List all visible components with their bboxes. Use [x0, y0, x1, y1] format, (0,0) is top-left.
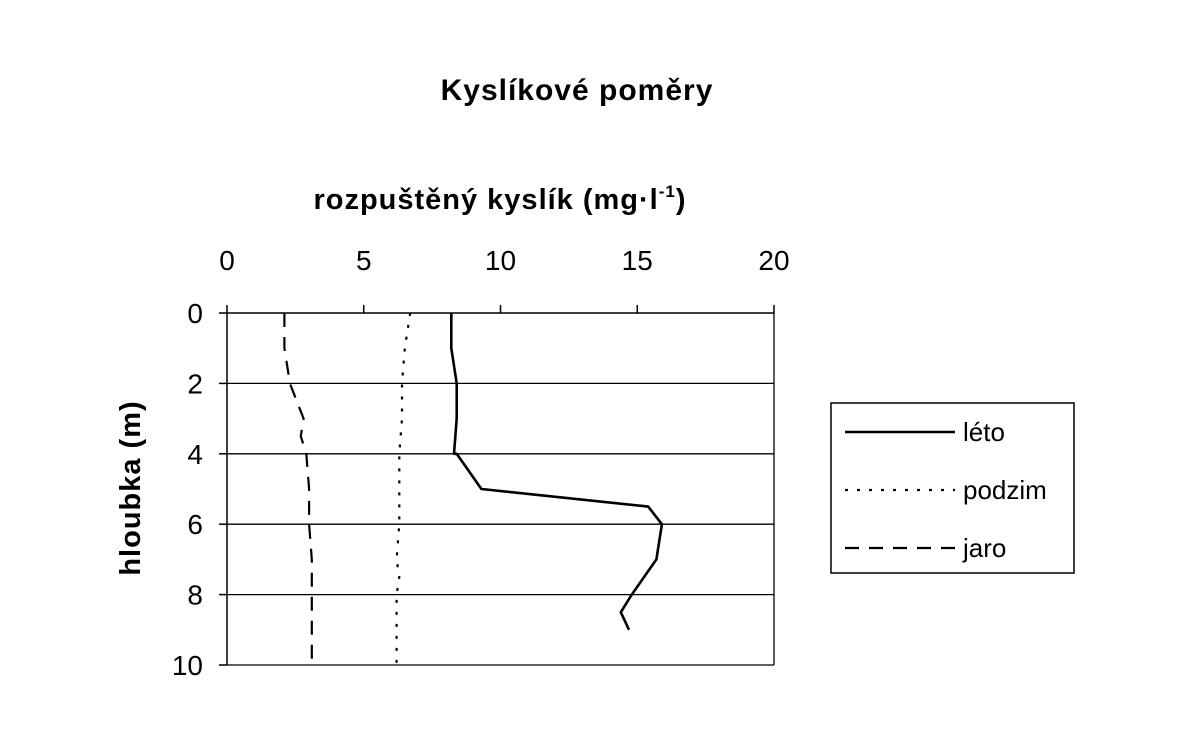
- y-tick-label-0: 0: [187, 298, 203, 329]
- y-tick-label-6: 6: [187, 509, 203, 541]
- y-axis-title: hloubka (m): [115, 400, 147, 576]
- series-line-jaro: [284, 313, 311, 665]
- x-tick-label-0: 0: [219, 245, 235, 276]
- x-tick-label-10: 10: [484, 245, 517, 276]
- y-tick-label-2: 2: [187, 368, 203, 400]
- legend: [831, 403, 1074, 573]
- x-tick-label-15: 15: [621, 245, 653, 276]
- x-axis-title-close: ): [675, 184, 687, 216]
- x-tick-label-20: 20: [758, 245, 790, 276]
- legend-label-léto: léto: [963, 417, 1005, 447]
- legend-label-podzim: podzim: [963, 475, 1047, 505]
- series-lines: [284, 313, 662, 665]
- x-axis: [219, 245, 789, 313]
- series-line-podzim: [397, 313, 411, 665]
- x-tick-label-5: 5: [355, 245, 372, 276]
- chart-title: Kyslíkové poměry: [440, 74, 714, 107]
- y-tick-label-4: 4: [187, 438, 203, 470]
- y-axis: [172, 298, 227, 681]
- series-line-léto: [451, 313, 662, 630]
- x-axis-title: [313, 182, 686, 216]
- y-tick-label-8: 8: [187, 579, 203, 611]
- x-axis-title-sup: -1: [658, 182, 676, 201]
- x-axis-title-main: rozpuštěný kyslík (mg·l: [313, 184, 659, 216]
- y-tick-label-10: 10: [171, 650, 203, 681]
- legend-label-jaro: jaro: [963, 533, 1007, 563]
